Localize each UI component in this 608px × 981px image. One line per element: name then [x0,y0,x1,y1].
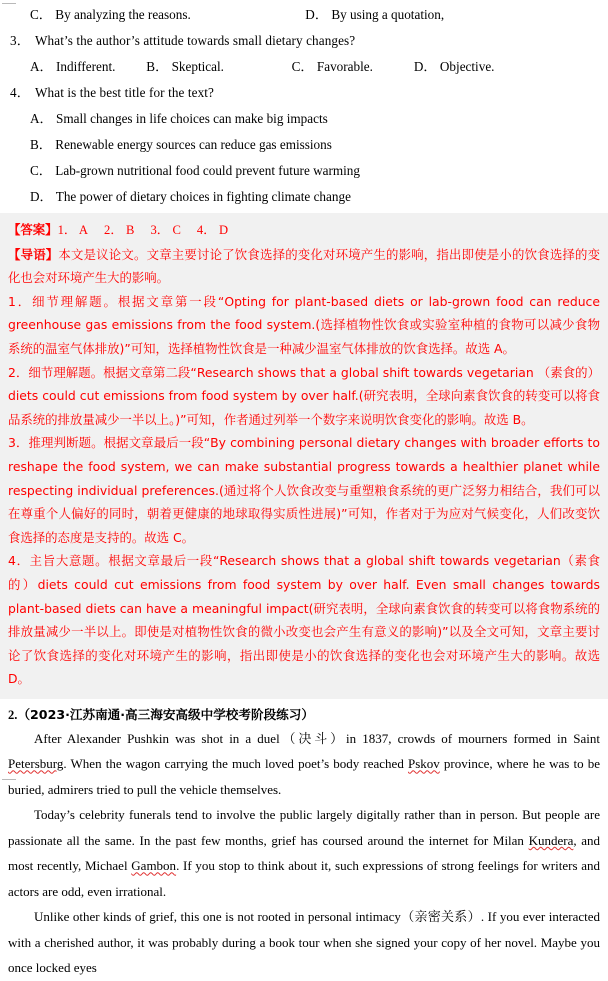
option-a[interactable] [30,106,328,132]
option-text: By using a quotation, [331,7,445,22]
guide-tag: 【导语】 [8,246,59,262]
exercise-number: 2. [8,707,18,722]
question-3-options [8,54,600,80]
explanation-2: 2．细节理解题。根据文章第二段“Research shows that a global shift towards vegetarian （素食的） diets could cut emissions from food system by over half.(研究表明，全球向素食饮食的转变可以将食品系统的排放量减少一半以上。)”可知，作者通过列举一个数字来说明饮食变化的影响。故选 B。 [8,364,600,427]
option-label: C． [30,163,52,178]
option-label: D． [30,189,53,204]
option-b[interactable] [30,132,332,158]
option-label: A． [30,111,53,126]
explanation-3: 3．推理判断题。根据文章最后一段“By combining personal dietary changes with broader efforts to reshape the food system, we can make substantial progress towards a healthier planet while respecting individual preferences.(通过将个人饮食改变与重塑粮食系统的更广泛努力相结合，我们可以在尊重个人偏好的同时，朝着更健康的地球取得实质性进展)”可知，作者对于为应对气候变化，人们改变饮食选择的态度是支持的。故选 C。 [8,435,600,545]
option-text: Renewable energy sources can reduce gas emissions [55,137,332,152]
option-d[interactable] [305,2,444,28]
reading-passage [8,726,600,981]
option-text: Lab-grown nutritional food could prevent future warming [55,163,360,178]
option-text: Indifferent. [56,59,116,74]
option-label: B． [146,59,169,74]
option-c[interactable] [30,158,360,184]
question-4-stem [8,80,600,106]
question-4-option-b[interactable] [8,132,600,158]
answer-tag: 【答案】 [8,222,58,237]
guide-line [8,243,600,290]
question-4-option-c[interactable] [8,158,600,184]
spellcheck-word-gambon: Gambon [131,858,177,874]
option-text: The power of dietary choices in fighting climate change [55,189,351,204]
question-number: 3． [10,33,30,48]
option-label: D． [305,7,329,22]
option-label: C． [30,7,52,22]
option-label: B． [30,137,52,152]
option-d[interactable] [30,184,351,210]
answer-item-1: 1． A [57,223,89,237]
option-text: Objective. [439,59,495,74]
answer-analysis-block [0,213,608,699]
exercise-source: （2023·江苏南通·高三海安高级中学校考阶段练习） [17,706,314,722]
option-text: Small changes in life choices can make big impacts [56,111,328,126]
passage-paragraph-1: After Alexander Pushkin was shot in a duel（决斗）in 1837, crowds of mourners formed in Saint Petersburg. When the wagon carrying the much loved poet’s body reached Pskov province, where he was to be buried, admirers tried to pull the vehicle themselves. [8,730,601,797]
option-label: A． [30,59,53,74]
question-text: What is the best title for the text? [35,85,215,100]
exercise-source-line [8,704,600,726]
passage-paragraph-3: Unlike other kinds of grief, this one is not rooted in personal intimacy（亲密关系）. If you ever interacted with a cherished author, it was probably during a book tour when she signed your copy of her novel. Maybe you once locked eyes [8,909,600,976]
passage-paragraph-2: Today’s celebrity funerals tend to involve the public largely digitally rather than in person. But people are passionate all the same. In the past few months, grief has coursed around the internet for Milan Kundera, and most recently, Michael Gambon. If you stop to think about it, such expressions of strong feelings for writers and actors are odd, even irrational. [8,807,600,899]
question-number: 4． [10,85,30,100]
answer-item-4: 4． D [196,223,229,237]
option-b[interactable] [146,54,288,80]
question-options-row [8,2,600,28]
answer-item-2: 2． B [104,223,135,237]
crop-mark-bottom-left [2,779,16,780]
question-text: What’s the author’s attitude towards small dietary changes? [35,33,356,48]
spellcheck-word-kundera: Kundera [528,832,574,848]
question-3-stem [8,28,600,54]
explanation-1: 1．细节理解题。根据文章第一段“Opting for plant-based diets or lab-grown food can reduce greenhouse gas emissions from the food system.(选择植物性饮食或实验室种植的食物可以减少食物系统的温室气体排放)”可知，选择植物性饮食是一种减少温室气体排放的饮食选择。故选 A。 [8,293,600,356]
spellcheck-word-pskov: Pskov [407,756,440,772]
option-label: C． [291,59,314,74]
option-d[interactable] [414,54,495,80]
option-c[interactable] [292,54,411,80]
spellcheck-word-petersburg: Petersburg [8,756,64,772]
question-4-option-a[interactable] [8,106,600,132]
option-text: By analyzing the reasons. [55,7,191,22]
option-text: Skeptical. [171,59,224,74]
option-text: Favorable. [316,59,373,74]
answer-line [8,218,600,243]
option-c[interactable] [30,2,302,28]
guide-text: 本文是议论文。文章主要讨论了饮食选择的变化对环境产生的影响，指出即使是小的饮食选择的变化也会对环境产生大的影响。 [8,246,601,286]
option-a[interactable] [30,54,143,80]
answer-item-3: 3． C [150,223,181,237]
questions-block [8,0,600,210]
explanation-4: 4．主旨大意题。根据文章最后一段“Research shows that a global shift towards vegetarian（素食的）diets could cut emissions from food system by over half. Even small changes towards plant-based diets can have a meaningful impact(研究表明，全球向素食饮食的转变可以将食物系统的排放量减少一半以上。即使是对植物性饮食的微小改变也会产生有意义的影响)”以及全文可知，文章主要讨论了饮食选择的变化对环境产生的影响，指出即使是小的饮食选择的变化也会对环境产生大的影响。故选 D。 [8,553,600,687]
option-label: D． [413,59,437,74]
question-4-option-d[interactable] [8,184,600,210]
crop-mark-top-left [2,3,16,4]
